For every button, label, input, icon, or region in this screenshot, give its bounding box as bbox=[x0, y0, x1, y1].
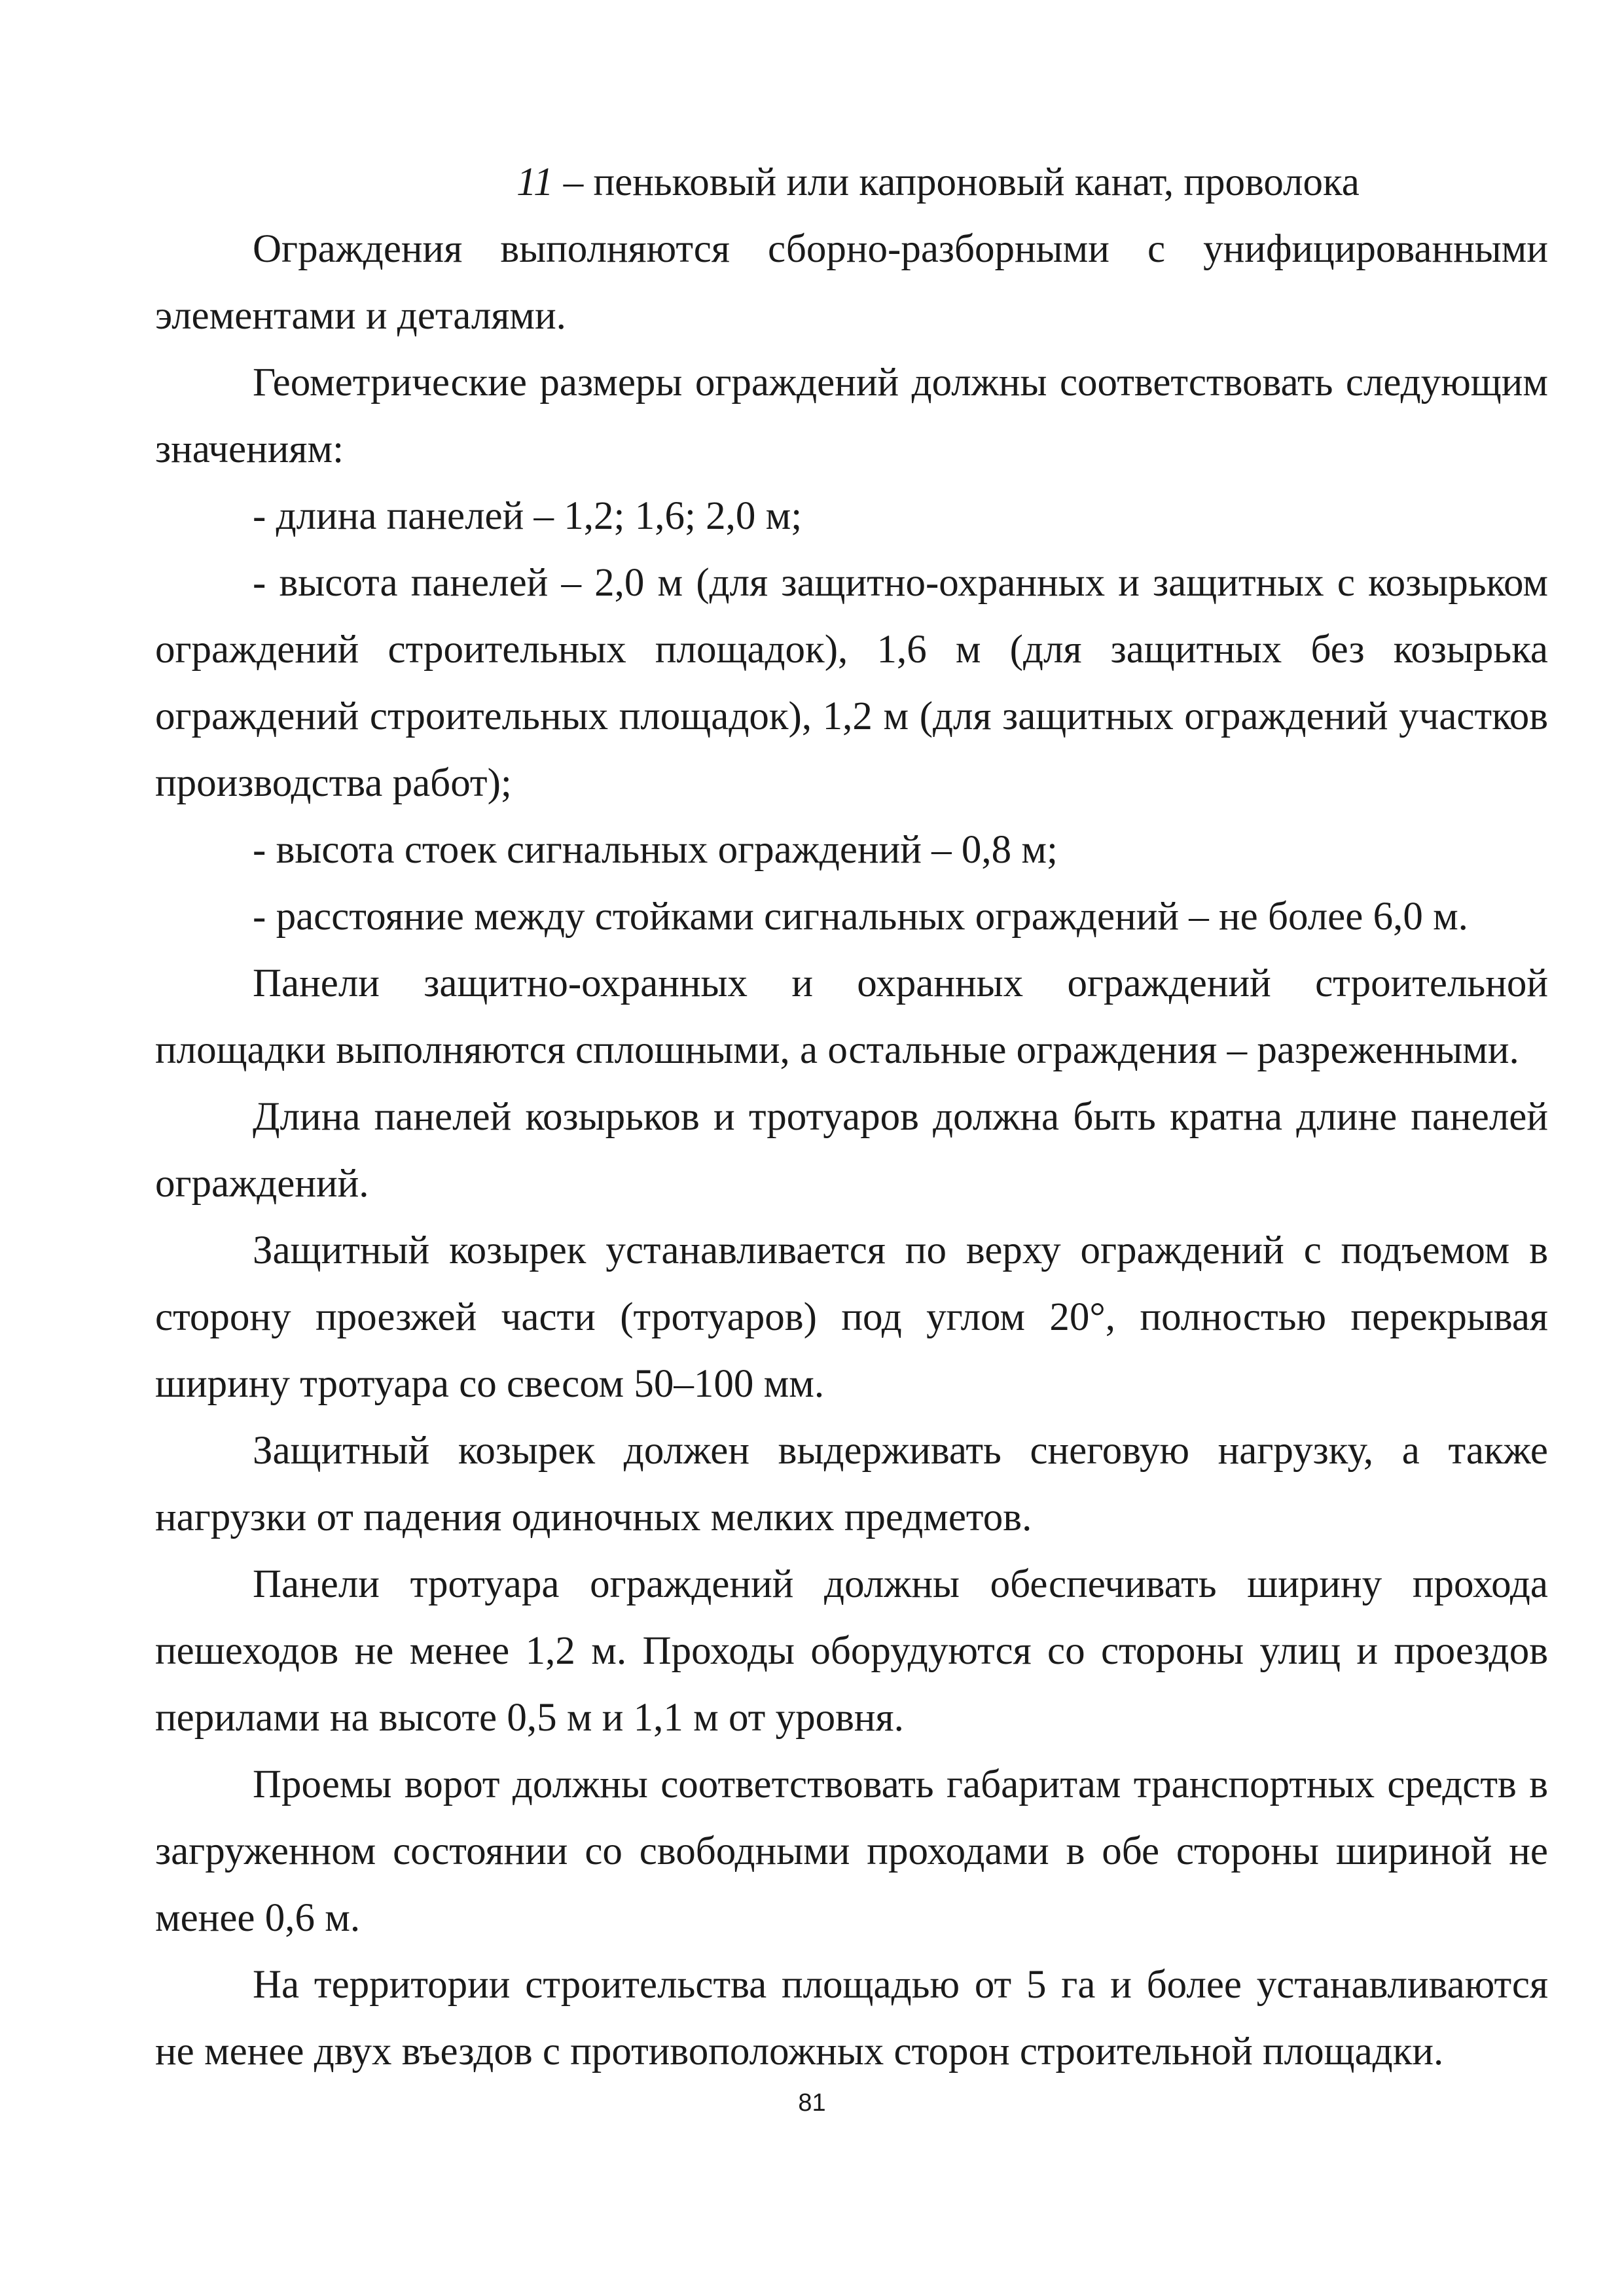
paragraph-2: Геометрические размеры ограждений должны соответствовать следующим значениям: bbox=[155, 361, 1548, 471]
paragraph-5: Защитный козырек устанавливается по верху ограждений с подъемом в сторону проезжей части (тротуаров) под углом 20°, полностью перекрывая ширину тротуара со свесом 50–100 мм. bbox=[155, 1229, 1548, 1406]
page-number: 81 bbox=[798, 2089, 826, 2117]
paragraph-1: Ограждения выполняются сборно-разборными с унифицированными элементами и деталями. bbox=[155, 227, 1548, 338]
list-item-post-spacing: - расстояние между стойками сигнальных ограждений – не более 6,0 м. bbox=[253, 895, 1468, 939]
paragraph-3: Панели защитно-охранных и охранных ограждений строительной площадки выполняются сплошными, а остальные ограждения – разреженными. bbox=[155, 961, 1548, 1072]
paragraph-7: Панели тротуара ограждений должны обеспечивать ширину прохода пешеходов не менее 1,2 м. Проходы оборудуются со стороны улиц и проездов перилами на высоте 0,5 м и 1,1 м от уровня. bbox=[155, 1562, 1548, 1740]
caption-number: 11 bbox=[516, 160, 554, 204]
body-text bbox=[155, 149, 1548, 2085]
list-item-post-height: - высота стоек сигнальных ограждений – 0,8 м; bbox=[253, 828, 1058, 872]
list-item-panel-height: - высота панелей – 2,0 м (для защитно-охранных и защитных с козырьком ограждений строительных площадок), 1,6 м (для защитных без козырька ограждений строительных площадок), 1,2 м (для защитных ограждений участков производства работ); bbox=[155, 561, 1548, 805]
caption-text: – пеньковый или капроновый канат, проволока bbox=[553, 160, 1360, 204]
list-item-panel-length: - длина панелей – 1,2; 1,6; 2,0 м; bbox=[253, 494, 803, 538]
paragraph-8: Проемы ворот должны соответствовать габаритам транспортных средств в загруженном состоянии со свободными проходами в обе стороны шириной не менее 0,6 м. bbox=[155, 1763, 1548, 1940]
paragraph-9: На территории строительства площадью от 5 га и более устанавливаются не менее двух въездов с противоположных сторон строительной площадки. bbox=[155, 1963, 1548, 2073]
paragraph-6: Защитный козырек должен выдерживать снеговую нагрузку, а также нагрузки от падения одиночных мелких предметов. bbox=[155, 1429, 1548, 1539]
figure-caption bbox=[516, 149, 1548, 216]
paragraph-4: Длина панелей козырьков и тротуаров должна быть кратна длине панелей ограждений. bbox=[155, 1095, 1548, 1206]
